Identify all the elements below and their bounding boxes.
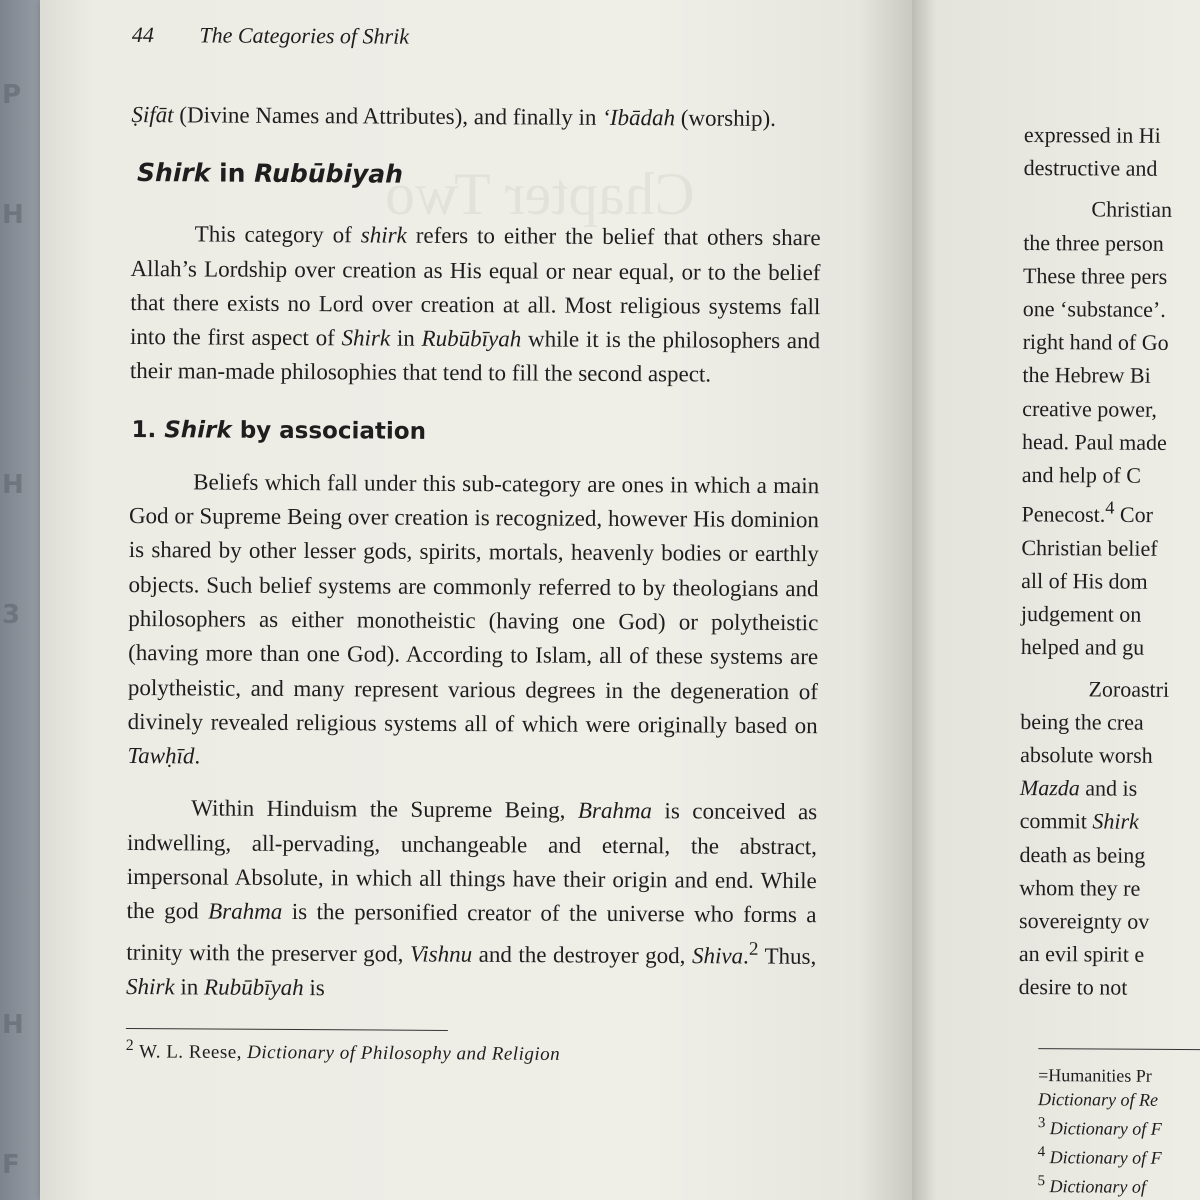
right-line: These three pers xyxy=(1022,262,1168,289)
right-line: head. Paul made xyxy=(1021,428,1167,455)
page-number: 44 xyxy=(131,22,154,48)
right-line: the Hebrew Bi xyxy=(1022,362,1151,389)
footnote-line: $^5$ Dictionary of xyxy=(1037,1172,1147,1197)
right-line: an evil spirit e xyxy=(1018,941,1145,967)
right-line: absolute worsh xyxy=(1020,741,1153,768)
footnote-2: $^2$ W. L. Reese, Dictionary of Philosophy and Religion xyxy=(125,1036,561,1065)
right-line: expressed in Hi xyxy=(1023,121,1161,148)
right-line: commit Shirk xyxy=(1019,808,1139,835)
right-line: and help of C xyxy=(1021,462,1142,488)
right-line: Mazda and is xyxy=(1019,775,1138,801)
right-line: one ‘substance’. xyxy=(1022,296,1166,322)
background-surface: P H H 3 H F xyxy=(0,0,60,1200)
right-line: Penecost.$^4$ Cor xyxy=(1021,497,1154,528)
intro-paragraph: Ṣifāt (Divine Names and Attributes), and finally in ʻIbādah (worship). xyxy=(131,101,777,131)
subsection-heading: 1. Shirk by association xyxy=(131,416,427,445)
right-line: Christian xyxy=(1091,196,1173,223)
right-line: right hand of Go xyxy=(1022,329,1169,356)
paragraph-category: This category of shirk refers to either the belief that others share Allah’s Lordship over creation as His equal or near equal, or to the belief that there exists no Lord over creation at all. Most religious systems fall into the first aspect of Shirk in Rubūbīyah while it is the philosophers and their man-made philosophies that tend to fill the second aspect. xyxy=(129,221,821,388)
left-page-content xyxy=(126,22,822,1067)
right-line: creative power, xyxy=(1022,395,1158,422)
footnote-line: $^4$ Dictionary of F xyxy=(1037,1143,1162,1168)
right-line: whom they re xyxy=(1019,874,1141,901)
right-line: judgement on xyxy=(1020,601,1142,627)
right-line: being the crea xyxy=(1020,708,1144,735)
right-line: Zoroastri xyxy=(1088,675,1170,702)
right-line: the three person xyxy=(1023,229,1164,256)
running-header xyxy=(132,22,822,52)
section-heading: Shirk in Rubūbiyah xyxy=(136,158,404,189)
footnote-rule xyxy=(1038,1048,1200,1050)
right-page-content xyxy=(1017,118,1200,1199)
paragraph-association: Beliefs which fall under this sub-category are ones in which a main God or Supreme Being over creation is recognized, however His dominion is shared by other lesser gods, spirits, mortals, heavenly bodies or earthly objects. Such belief systems are commonly referred to by theologians and philosophers as either monotheistic (having one God) or polytheistic (having more than one God). According to Islam, all of these systems are polytheistic, and many represent various degrees in the degeneration of divinely revealed religious systems all of which were originally based on Tawḥīd. xyxy=(127,469,820,769)
right-line: death as being xyxy=(1019,841,1146,868)
footnote-line: Dictionary of Re xyxy=(1037,1088,1159,1110)
footnote-rule xyxy=(126,1028,448,1031)
right-line: destructive and xyxy=(1023,155,1158,182)
footnote-line: $^3$ Dictionary of F xyxy=(1037,1114,1162,1139)
right-line: desire to not xyxy=(1018,974,1128,1001)
right-line: all of His dom xyxy=(1021,567,1148,594)
footnote-line: =Humanities Pr xyxy=(1038,1064,1152,1086)
paragraph-hinduism: Within Hinduism the Supreme Being, Brahma is conceived as indwelling, all-pervading, unchangeable and eternal, the abstract, impersonal Absolute, in which all things have their origin and end. While the god Brahma is the personified creator of the universe who forms a trinity with the preserver god, Vishnu and the destroyer god, Shiva.$^2$ Thus, Shirk in Rubūbīyah is xyxy=(126,795,818,1000)
right-line: helped and gu xyxy=(1020,634,1145,661)
bleed-through-text: Chapter Two xyxy=(385,161,695,227)
running-title: The Categories of Shrik xyxy=(199,22,410,49)
right-line: sovereignty ov xyxy=(1019,907,1150,934)
right-line: Christian belief xyxy=(1021,534,1158,561)
